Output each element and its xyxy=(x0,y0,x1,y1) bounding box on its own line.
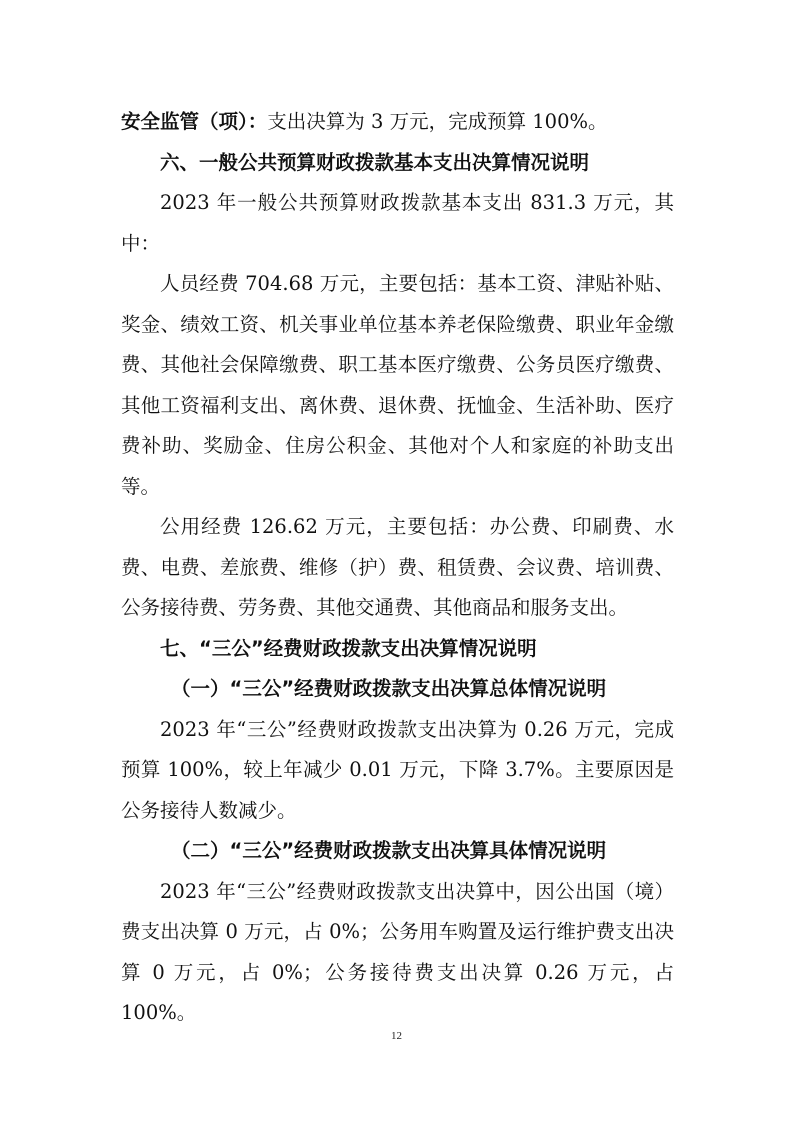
item-label: 安全监管（项）： xyxy=(121,110,268,133)
paragraph-three-public-detail: 2023 年“三公”经费财政拨款支出决算中，因公出国（境）费支出决算 0 万元，占 0%；公务用车购置及运行维护费支出决算 0 万元，占 0%；公务接待费支出决算 0.26 万元，占 100%。 xyxy=(121,879,674,1024)
section-heading-7: 七、“三公”经费财政拨款支出决算情况说明 xyxy=(160,636,537,660)
paragraph-three-public-overall: 2023 年“三公”经费财政拨款支出决算为 0.26 万元，完成预算 100%，较上年减少 0.01 万元，下降 3.7%。主要原因是公务接待人数减少。 xyxy=(121,717,674,822)
paragraph-basic-expenditure: 2023 年一般公共预算财政拨款基本支出 831.3 万元，其中： xyxy=(121,191,674,255)
page-number: 12 xyxy=(391,1030,402,1042)
subsection-heading-1: （一）“三公”经费财政拨款支出决算总体情况说明 xyxy=(171,677,607,700)
subsection-heading-2: （二）“三公”经费财政拨款支出决算具体情况说明 xyxy=(171,839,607,862)
paragraph-public-costs: 公用经费 126.62 万元，主要包括：办公费、印刷费、水费、电费、差旅费、维修（护）费、租赁费、会议费、培训费、公务接待费、劳务费、其他交通费、其他商品和服务支出。 xyxy=(121,515,674,619)
item-text: 支出决算为 3 万元，完成预算 100%。 xyxy=(267,110,608,133)
document-body xyxy=(121,102,674,1034)
paragraph-personnel-costs: 人员经费 704.68 万元，主要包括：基本工资、津贴补贴、奖金、绩效工资、机关事业单位基本养老保险缴费、职业年金缴费、其他社会保障缴费、职工基本医疗缴费、公务员医疗缴费、其他工资福利支出、离休费、退休费、抚恤金、生活补助、医疗费补助、奖励金、住房公积金、其他对个人和家庭的补助支出等。 xyxy=(121,272,674,498)
section-heading-6: 六、一般公共预算财政拨款基本支出决算情况说明 xyxy=(160,150,590,174)
paragraph-security-supervision xyxy=(121,102,674,143)
